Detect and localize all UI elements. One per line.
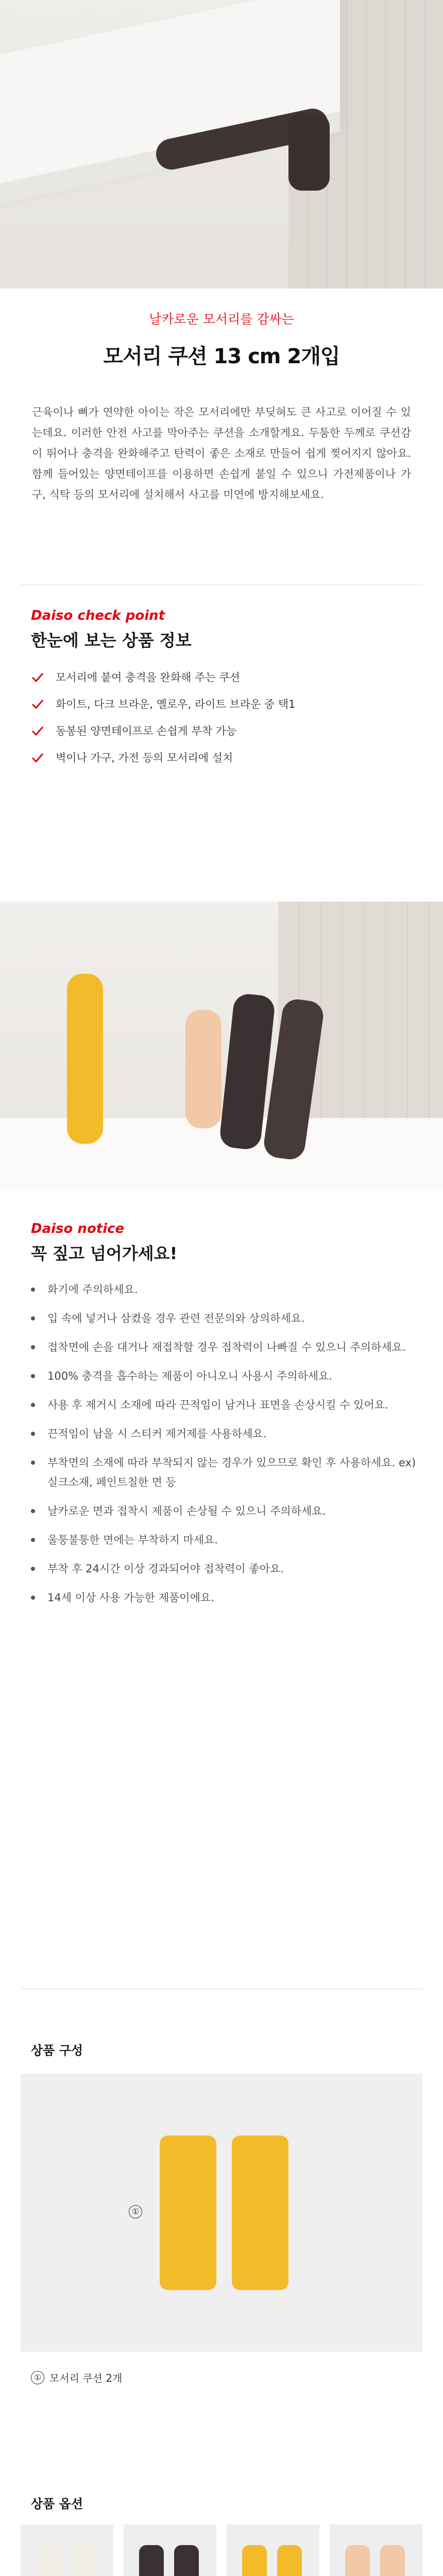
checkpoint-item-text: 동봉된 양면테이프로 손쉽게 부착 가능 [56,725,237,737]
corner-cushion-side [288,113,330,191]
notice-item-text: 사용 후 제거시 소재에 따라 끈적임이 남거나 표면을 손상시킬 수 있어요. [47,1399,388,1411]
list-item [31,1337,422,1357]
cushion-swatch [36,2545,61,2576]
checkpoint-item-text: 벽이나 가구, 가전 등의 모서리에 설치 [56,752,233,764]
product-subtitle: 날카로운 모서리를 감싸는 [149,312,294,327]
list-item [31,1395,422,1415]
lifestyle-photo [0,902,443,1190]
list-item [31,1530,422,1550]
option-swatch [124,2524,216,2576]
cushion-swatch [139,2545,164,2576]
composition-photo [21,2074,422,2352]
list-item [31,1366,422,1386]
option-yellow[interactable] [227,2524,319,2576]
checkpoint-item-text: 화이트, 다크 브라운, 옐로우, 라이트 브라운 중 택1 [56,698,296,710]
notice-item-text: 끈적임이 남을 시 스티커 제거제를 사용하세요. [47,1428,267,1440]
notice-item-text: 울퉁불퉁한 면에는 부착하지 마세요. [47,1534,218,1546]
light-brown-cushion [185,1010,222,1128]
composition-caption-marker: ① [31,2371,44,2384]
yellow-cushion [232,2136,288,2290]
list-item [31,667,422,688]
bullet-icon [31,1509,35,1513]
check-icon [31,698,44,711]
cushion-swatch [71,2545,96,2576]
composition-heading: 상품 구성 [31,2043,83,2058]
composition-marker: ① [129,2205,142,2218]
checkpoint-item-text: 모서리에 붙여 충격을 완화해 주는 쿠션 [56,671,240,684]
notice-tag: Daiso notice [31,1221,125,1236]
bullet-icon [31,1403,35,1407]
option-dark-brown[interactable] [124,2524,216,2576]
notice-item-text: 부착 후 24시간 이상 경과되어야 접착력이 좋아요. [47,1563,284,1575]
option-white[interactable] [21,2524,113,2576]
list-item [31,1559,422,1579]
check-icon [31,751,44,765]
cushion-swatch [174,2545,199,2576]
product-intro: 근육이나 뼈가 연약한 아이는 작은 모서리에만 부딪혀도 큰 사고로 이어질 수 있는데요. 이러한 안전 사고를 막아주는 쿠션을 소개할게요. 두툼한 두께로 쿠션감이 뛰어나 충격을 완화해주고 탄력이 좋은 소재로 만들어 쉽게 찢어지지 않아요. 함께 들어있는 양면테이프를 이용하면 손쉽게 붙일 수 있으니 가전제품이나 가구, 식탁 등의 모서리에 설치해서 사고를 미연에 방지해보세요. [32,406,411,501]
notice-item-text: 날카로운 면과 접착시 제품이 손상될 수 있으니 주의하세요. [47,1505,326,1517]
checkpoint-tag: Daiso check point [31,608,165,623]
notice-list [31,1280,422,1607]
cushion-swatch [345,2545,370,2576]
option-swatch [227,2524,319,2576]
list-item [31,1280,422,1299]
list-item [31,720,422,742]
title-block [0,309,443,369]
checkpoint-heading: 한눈에 보는 상품 정보 [31,631,192,650]
list-item [31,1309,422,1328]
list-item [31,1453,422,1492]
notice-item-text: 입 속에 넣거나 삼켰을 경우 관련 전문의와 상의하세요. [47,1312,305,1325]
yellow-cushion [160,2136,216,2290]
check-icon [31,724,44,738]
cushion-swatch [277,2545,302,2576]
composition-caption-text: 모서리 쿠션 2개 [49,2372,123,2384]
bullet-icon [31,1432,35,1436]
notice-item-text: 부착면의 소재에 따라 부착되지 않는 경우가 있으므로 확인 후 사용하세요. ex) 실크소재, 페인트칠한 면 등 [47,1456,416,1488]
option-light-brown[interactable] [330,2524,422,2576]
list-item [31,747,422,769]
option-swatch [21,2524,113,2576]
notice-item-text: 100% 충격을 흡수하는 제품이 아니오니 사용시 주의하세요. [47,1370,333,1382]
bullet-icon [31,1596,35,1600]
hero-photo [0,0,443,289]
composition-caption [31,2370,122,2385]
bullet-icon [31,1538,35,1542]
check-icon [31,671,44,684]
list-item [31,693,422,715]
bullet-icon [31,1287,35,1292]
bullet-icon [31,1316,35,1320]
bullet-icon [31,1461,35,1465]
bullet-icon [31,1374,35,1378]
notice-item-text: 14세 이상 사용 가능한 제품이에요. [47,1591,214,1604]
options-heading: 상품 옵션 [31,2497,83,2511]
checkpoint-list [31,667,422,769]
notice-section [31,1221,422,1617]
yellow-cushion [67,974,103,1144]
notice-item-text: 화기에 주의하세요. [47,1283,138,1296]
list-item [31,1501,422,1521]
checkpoint-section [31,608,422,774]
cushion-swatch [380,2545,405,2576]
bullet-icon [31,1345,35,1349]
notice-item-text: 접착면에 손을 대거나 재접착할 경우 접착력이 나빠질 수 있으니 주의하세요. [47,1341,406,1353]
notice-heading: 꼭 짚고 넘어가세요! [31,1244,178,1263]
bullet-icon [31,1567,35,1571]
list-item [31,1424,422,1444]
option-swatch [330,2524,422,2576]
cushion-swatch [242,2545,267,2576]
product-title: 모서리 쿠션 13 cm 2개입 [103,345,340,368]
list-item [31,1588,422,1607]
